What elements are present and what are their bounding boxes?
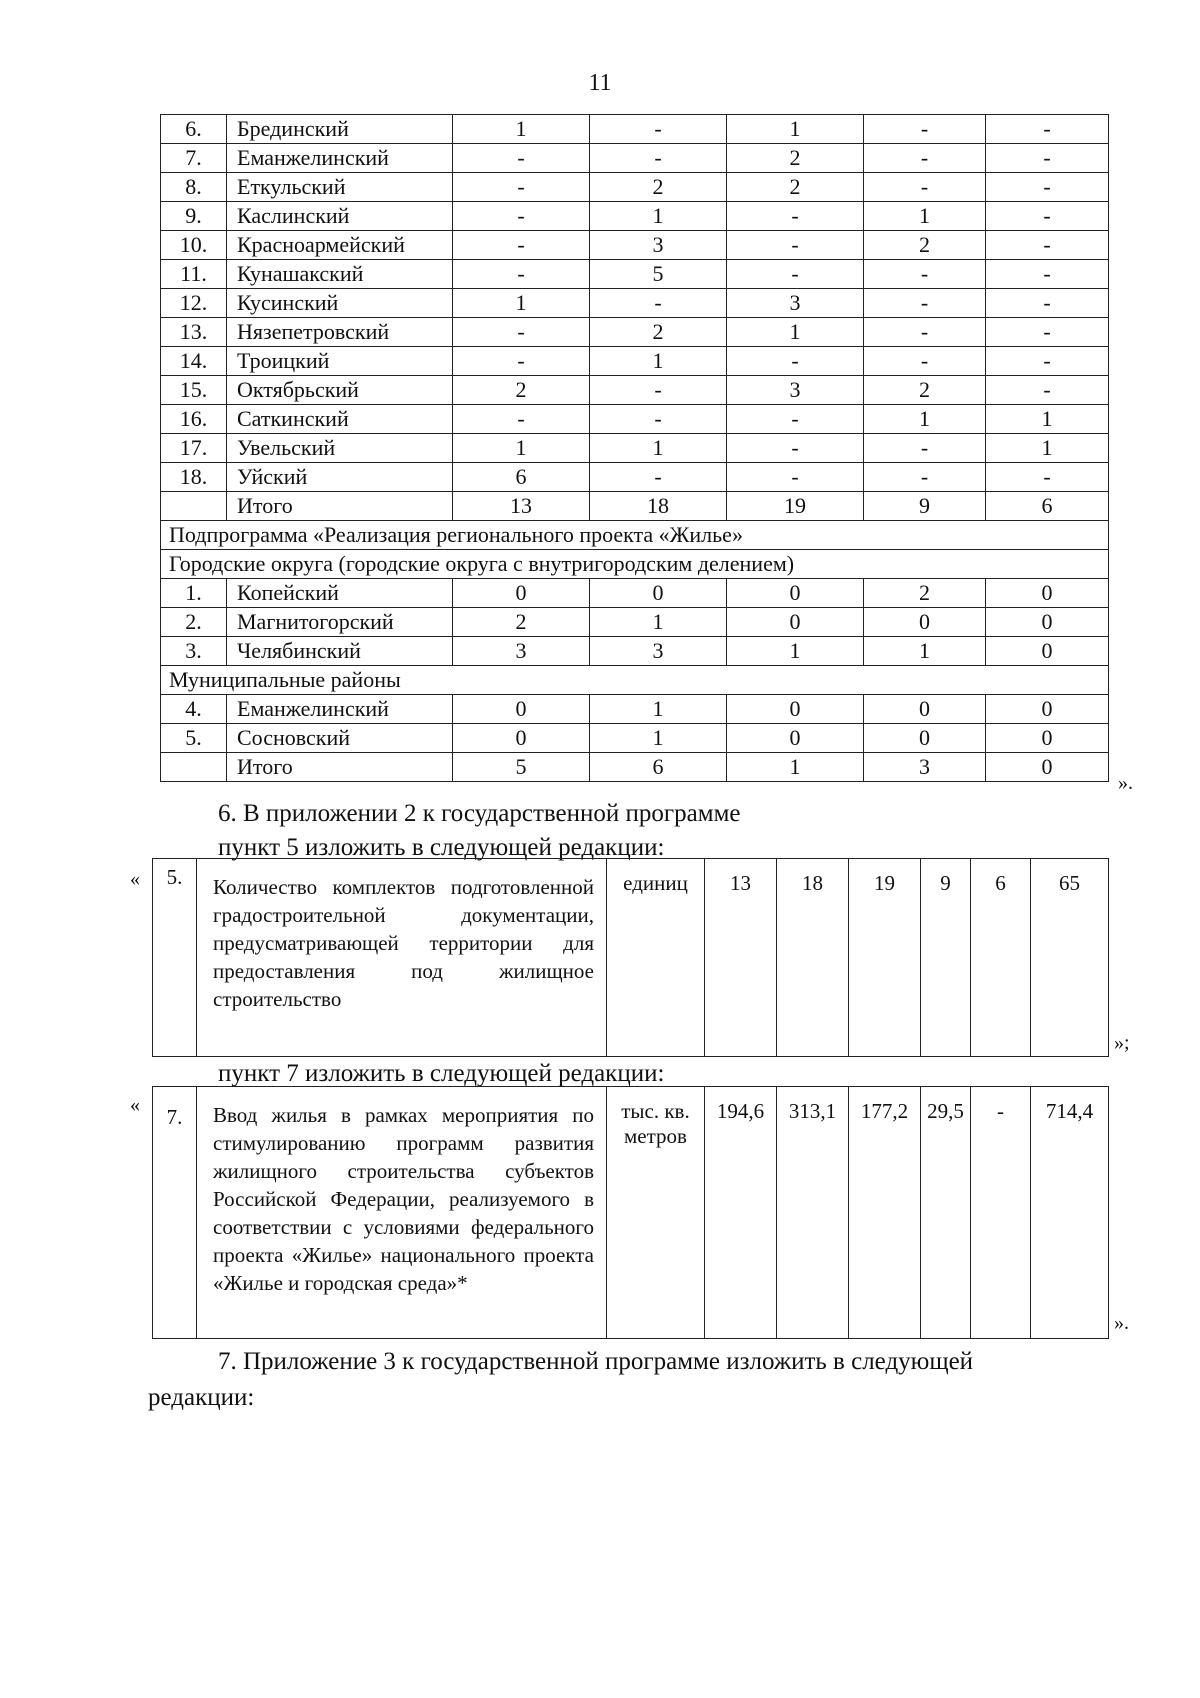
municipal-districts-heading: Муниципальные районы — [161, 666, 1109, 695]
row-value: - — [986, 115, 1109, 144]
row-value: - — [590, 376, 727, 405]
subprogram-heading: Подпрограмма «Реализация регионального проекта «Жилье» — [161, 521, 1109, 550]
row-value: 1 — [727, 115, 864, 144]
row-number — [161, 753, 227, 782]
table-row — [161, 318, 1109, 347]
row-value: 0 — [727, 608, 864, 637]
district-name: Кунашакский — [227, 260, 453, 289]
item-7-value: 29,5 — [921, 1087, 971, 1339]
row-number: 4. — [161, 695, 227, 724]
district-name: Магнитогорский — [227, 608, 453, 637]
row-value: 3 — [727, 376, 864, 405]
row-value: 0 — [727, 724, 864, 753]
row-value: 0 — [986, 579, 1109, 608]
row-value: - — [727, 463, 864, 492]
row-value: 6 — [453, 463, 590, 492]
row-value: 5 — [453, 753, 590, 782]
row-value: 0 — [986, 608, 1109, 637]
item-5-open-quote: « — [130, 868, 140, 890]
row-value: - — [453, 231, 590, 260]
table-row — [161, 637, 1109, 666]
row-value: 1 — [590, 695, 727, 724]
row-value: - — [986, 463, 1109, 492]
subprogram-heading-row — [161, 521, 1109, 550]
row-value: 0 — [727, 695, 864, 724]
row-value: - — [590, 463, 727, 492]
row-number — [161, 492, 227, 521]
district-name: Еткульский — [227, 173, 453, 202]
row-value: 9 — [864, 492, 986, 521]
row-value: 2 — [453, 608, 590, 637]
table-row — [161, 492, 1109, 521]
table-row — [161, 231, 1109, 260]
table-row — [161, 144, 1109, 173]
row-value: - — [986, 260, 1109, 289]
row-number: 5. — [161, 724, 227, 753]
item-7-close-quote: ». — [1114, 1312, 1129, 1334]
row-value: 3 — [864, 753, 986, 782]
row-number: 3. — [161, 637, 227, 666]
row-value: - — [453, 405, 590, 434]
district-name: Челябинский — [227, 637, 453, 666]
table-row — [161, 376, 1109, 405]
row-value: 0 — [453, 579, 590, 608]
row-value: 0 — [590, 579, 727, 608]
row-value: - — [727, 434, 864, 463]
urban-districts-heading: Городские округа (городские округа с внутригородским делением) — [161, 550, 1109, 579]
row-value: - — [453, 173, 590, 202]
row-value: 5 — [590, 260, 727, 289]
row-value: 1 — [986, 405, 1109, 434]
row-value: - — [986, 376, 1109, 405]
row-value: 0 — [986, 753, 1109, 782]
item-5-description: Количество комплектов подготовленной градостроительной документации, предусматривающей территории для предоставления под жилищное строительство — [197, 859, 607, 1057]
item-7-value: 177,2 — [849, 1087, 921, 1339]
row-value: 0 — [864, 724, 986, 753]
row-value: - — [864, 463, 986, 492]
page-number: 11 — [588, 70, 612, 96]
district-name: Уйский — [227, 463, 453, 492]
row-value: 3 — [453, 637, 590, 666]
row-value: 2 — [727, 144, 864, 173]
row-value: - — [590, 115, 727, 144]
row-value: 1 — [727, 318, 864, 347]
row-value: - — [453, 347, 590, 376]
row-number: 7. — [161, 144, 227, 173]
row-number: 15. — [161, 376, 227, 405]
row-value: - — [864, 144, 986, 173]
row-value: - — [986, 231, 1109, 260]
row-number: 11. — [161, 260, 227, 289]
urban-districts-heading-row — [161, 550, 1109, 579]
row-value: 2 — [864, 231, 986, 260]
row-value: - — [727, 405, 864, 434]
district-name: Сосновский — [227, 724, 453, 753]
row-value: 1 — [727, 753, 864, 782]
row-value: 3 — [727, 289, 864, 318]
row-number: 12. — [161, 289, 227, 318]
item-5-unit: единиц — [607, 859, 705, 1057]
row-number: 18. — [161, 463, 227, 492]
row-value: 0 — [864, 608, 986, 637]
paragraph-7-intro: пункт 7 изложить в следующей редакции: — [218, 1060, 665, 1087]
item-5-value: 13 — [705, 859, 777, 1057]
district-name: Каслинский — [227, 202, 453, 231]
row-number: 10. — [161, 231, 227, 260]
row-number: 13. — [161, 318, 227, 347]
row-value: 0 — [864, 695, 986, 724]
row-value: 2 — [590, 318, 727, 347]
row-value: 1 — [590, 608, 727, 637]
row-value: 1 — [590, 347, 727, 376]
table-row — [161, 289, 1109, 318]
item-7-unit: тыс. кв. метров — [607, 1087, 705, 1339]
row-value: 6 — [986, 492, 1109, 521]
row-value: - — [986, 202, 1109, 231]
district-name: Красноармейский — [227, 231, 453, 260]
item-7-value: 194,6 — [705, 1087, 777, 1339]
district-name: Брединский — [227, 115, 453, 144]
row-value: - — [727, 347, 864, 376]
row-value: - — [864, 347, 986, 376]
row-value: 2 — [864, 376, 986, 405]
table-row — [161, 724, 1109, 753]
item-7-number: 7. — [153, 1087, 197, 1339]
row-value: 19 — [727, 492, 864, 521]
table-row — [161, 202, 1109, 231]
row-value: - — [727, 202, 864, 231]
row-value: 3 — [590, 231, 727, 260]
row-value: 1 — [453, 115, 590, 144]
row-number: 6. — [161, 115, 227, 144]
table-row — [161, 260, 1109, 289]
row-value: 0 — [986, 724, 1109, 753]
row-value: 6 — [590, 753, 727, 782]
row-number: 16. — [161, 405, 227, 434]
district-name: Копейский — [227, 579, 453, 608]
item-5-close-quote: »; — [1114, 1032, 1130, 1054]
table-row — [161, 173, 1109, 202]
row-value: 1 — [727, 637, 864, 666]
row-value: - — [590, 144, 727, 173]
item-5-table — [152, 858, 1109, 1057]
district-name: Увельский — [227, 434, 453, 463]
row-value: 18 — [590, 492, 727, 521]
row-value: - — [590, 405, 727, 434]
row-value: 1 — [864, 202, 986, 231]
row-value: 1 — [590, 202, 727, 231]
row-value: - — [453, 260, 590, 289]
row-number: 14. — [161, 347, 227, 376]
row-value: 1 — [864, 405, 986, 434]
item-5-value: 18 — [777, 859, 849, 1057]
item-5-value: 19 — [849, 859, 921, 1057]
row-value: 0 — [986, 695, 1109, 724]
item-5-total: 65 — [1031, 859, 1109, 1057]
paragraph-7-line-2: редакции: — [148, 1384, 255, 1411]
row-value: 3 — [590, 637, 727, 666]
row-value: 2 — [453, 376, 590, 405]
row-value: - — [986, 318, 1109, 347]
district-name: Кусинский — [227, 289, 453, 318]
item-5-number: 5. — [153, 859, 197, 1057]
districts-table — [160, 114, 1109, 782]
table-row — [161, 434, 1109, 463]
row-value: - — [864, 173, 986, 202]
paragraph-6-line-2: пункт 5 изложить в следующей редакции: — [218, 834, 665, 861]
row-value: 0 — [453, 695, 590, 724]
row-value: 2 — [727, 173, 864, 202]
item-7-value: 313,1 — [777, 1087, 849, 1339]
row-value: 1 — [864, 637, 986, 666]
row-value: 1 — [453, 434, 590, 463]
table-row — [161, 753, 1109, 782]
row-value: - — [986, 347, 1109, 376]
district-name: Итого — [227, 492, 453, 521]
row-value: 13 — [453, 492, 590, 521]
district-name: Октябрьский — [227, 376, 453, 405]
item-7-description: Ввод жилья в рамках мероприятия по стимулированию программ развития жилищного строительства субъектов Российской Федерации, реализуемого в соответствии с условиями федерального проекта «Жилье» национального проекта «Жилье и городская среда»* — [197, 1087, 607, 1339]
district-name: Еманжелинский — [227, 144, 453, 173]
row-value: - — [986, 144, 1109, 173]
row-value: - — [727, 260, 864, 289]
row-value: - — [453, 318, 590, 347]
municipal-districts-heading-row — [161, 666, 1109, 695]
row-number: 2. — [161, 608, 227, 637]
row-value: 0 — [986, 637, 1109, 666]
district-name: Троицкий — [227, 347, 453, 376]
row-value: 1 — [590, 724, 727, 753]
table-close-quote: ». — [1118, 772, 1133, 794]
row-value: - — [986, 173, 1109, 202]
row-value: 2 — [864, 579, 986, 608]
table-row — [161, 695, 1109, 724]
row-value: 0 — [453, 724, 590, 753]
row-value: 1 — [453, 289, 590, 318]
row-value: - — [453, 202, 590, 231]
row-value: - — [727, 231, 864, 260]
row-value: - — [590, 289, 727, 318]
district-name: Нязепетровский — [227, 318, 453, 347]
row-number: 8. — [161, 173, 227, 202]
item-7-value: - — [971, 1087, 1031, 1339]
row-value: - — [864, 289, 986, 318]
item-7-table — [152, 1086, 1109, 1339]
row-value: 1 — [590, 434, 727, 463]
row-value: - — [864, 434, 986, 463]
table-row — [161, 347, 1109, 376]
item-7-total: 714,4 — [1031, 1087, 1109, 1339]
row-value: - — [864, 115, 986, 144]
district-name: Саткинский — [227, 405, 453, 434]
row-value: - — [986, 289, 1109, 318]
table-row — [161, 608, 1109, 637]
table-row — [161, 115, 1109, 144]
row-number: 9. — [161, 202, 227, 231]
row-value: 2 — [590, 173, 727, 202]
district-name: Еманжелинский — [227, 695, 453, 724]
row-value: 0 — [727, 579, 864, 608]
paragraph-7-line-1: 7. Приложение 3 к государственной программе изложить в следующей — [218, 1348, 974, 1375]
item-5-value: 9 — [921, 859, 971, 1057]
item-7-open-quote: « — [130, 1094, 140, 1116]
row-value: - — [864, 318, 986, 347]
row-number: 1. — [161, 579, 227, 608]
item-5-value: 6 — [971, 859, 1031, 1057]
row-value: 1 — [986, 434, 1109, 463]
row-value: - — [453, 144, 590, 173]
row-value: - — [864, 260, 986, 289]
paragraph-6-line-1: 6. В приложении 2 к государственной программе — [218, 800, 741, 827]
table-row — [161, 579, 1109, 608]
district-name: Итого — [227, 753, 453, 782]
row-number: 17. — [161, 434, 227, 463]
table-row — [161, 463, 1109, 492]
table-row — [161, 405, 1109, 434]
